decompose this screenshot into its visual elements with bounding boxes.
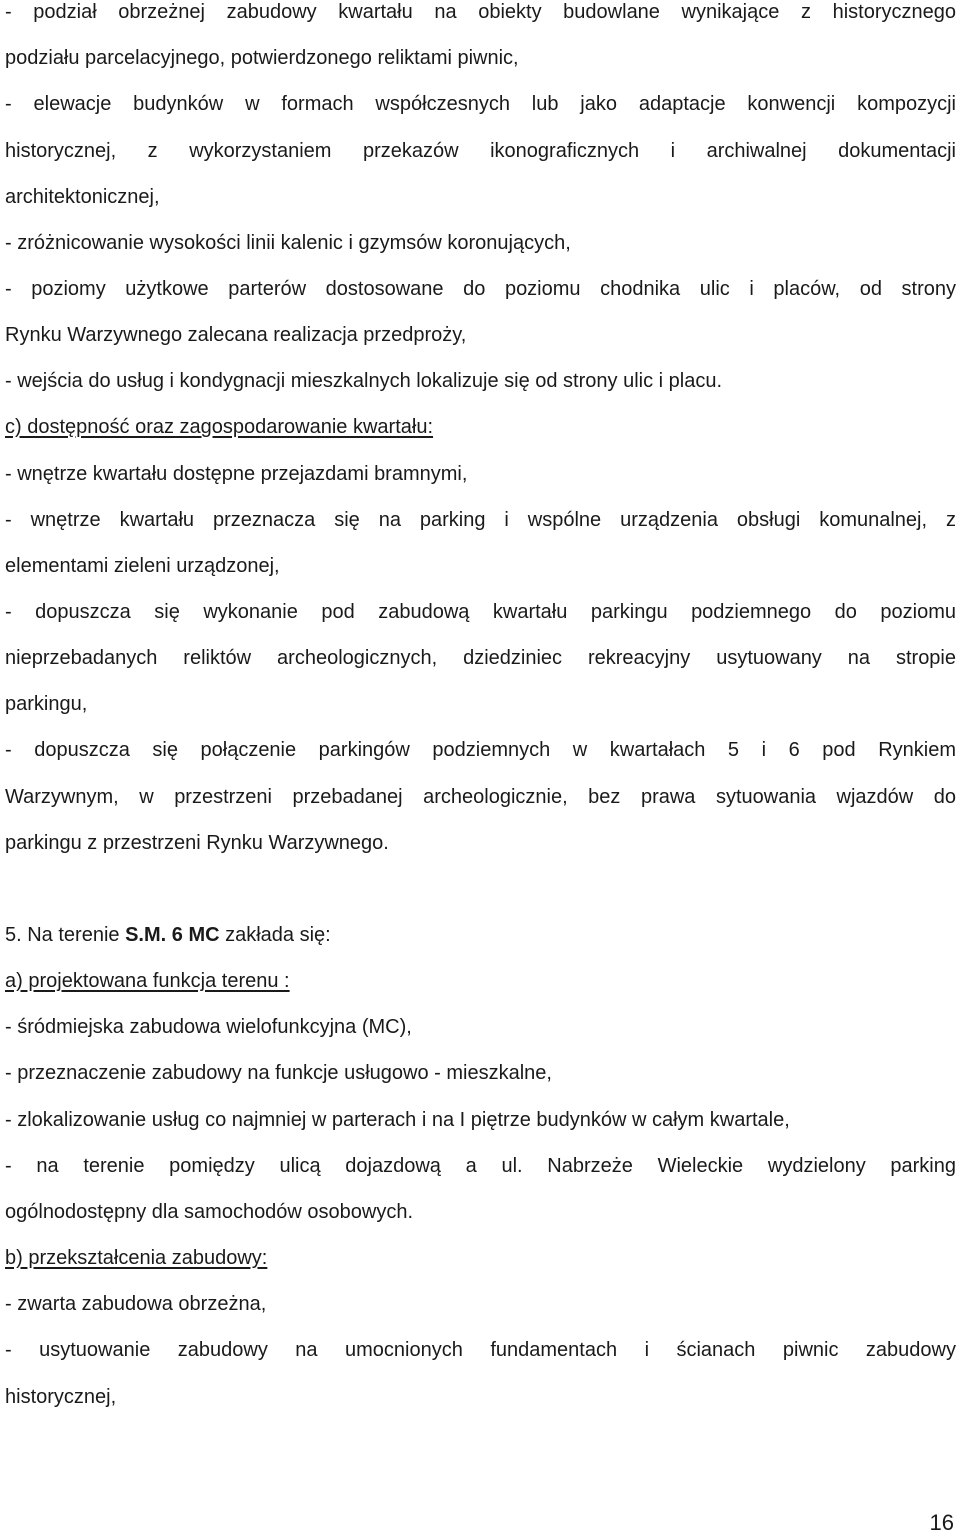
text-line: architektonicznej, xyxy=(5,186,160,208)
text-line: - zlokalizowanie usług co najmniej w parterach i na I piętrze budynków w całym kwartale, xyxy=(5,1109,790,1131)
text-line: - zróżnicowanie wysokości linii kalenic i gzymsów koronujących, xyxy=(5,232,571,254)
text-line: Rynku Warzywnego zalecana realizacja przedproży, xyxy=(5,324,467,346)
text-line: parkingu z przestrzeni Rynku Warzywnego. xyxy=(5,832,389,854)
text-line: - usytuowanie zabudowy na umocnionych fundamentach i ścianach piwnic zabudowy xyxy=(5,1339,956,1361)
text-line: ogólnodostępny dla samochodów osobowych. xyxy=(5,1201,414,1223)
text-line: - wnętrze kwartału przeznacza się na parking i wspólne urządzenia obsługi komunalnej, z xyxy=(5,509,956,531)
section-5-code: 6 MC xyxy=(171,924,220,946)
text-line: parkingu, xyxy=(5,693,88,715)
section-5-heading xyxy=(5,920,956,950)
text-line: - podział obrzeżnej zabudowy kwartału na obiekty budowlane wynikające z historycznego xyxy=(5,1,956,23)
text-line: historycznej, z wykorzystaniem przekazów ikonograficznych i archiwalnej dokumentacji xyxy=(5,140,956,162)
section-5-prefix: 5. Na terenie xyxy=(5,924,126,946)
text-line: elementami zieleni urządzonej, xyxy=(5,555,280,577)
text-line: - poziomy użytkowe parterów dostosowane do poziomu chodnika ulic i placów, od strony xyxy=(5,278,956,300)
text-line: - elewacje budynków w formach współczesnych lub jako adaptacje konwencji kompozycji xyxy=(5,93,956,115)
section-5-symbol: S.M. xyxy=(125,924,167,946)
page-number: 16 xyxy=(929,1510,954,1535)
text-line: - na terenie pomiędzy ulicą dojazdową a ul. Nabrzeże Wieleckie wydzielony parking xyxy=(5,1155,956,1177)
text-line: podziału parcelacyjnego, potwierdzonego reliktami piwnic, xyxy=(5,47,519,69)
text-line: historycznej, xyxy=(5,1386,117,1408)
text-line: - zwarta zabudowa obrzeżna, xyxy=(5,1293,267,1315)
text-line: Warzywnym, w przestrzeni przebadanej archeologicznie, bez prawa sytuowania wjazdów do xyxy=(5,786,956,808)
section-5-suffix: zakłada się: xyxy=(219,924,331,946)
text-line: - dopuszcza się wykonanie pod zabudową kwartału parkingu podziemnego do poziomu xyxy=(5,601,956,623)
text-line: - przeznaczenie zabudowy na funkcje usługowo - mieszkalne, xyxy=(5,1062,552,1084)
subsection-heading: b) przekształcenia zabudowy: xyxy=(5,1247,268,1269)
text-line: - wnętrze kwartału dostępne przejazdami bramnymi, xyxy=(5,463,468,485)
text-line: nieprzebadanych reliktów archeologicznych, dziedziniec rekreacyjny usytuowany na stropie xyxy=(5,647,956,669)
section-heading: c) dostępność oraz zagospodarowanie kwartału: xyxy=(5,416,434,438)
subsection-heading: a) projektowana funkcja terenu : xyxy=(5,970,290,992)
text-line: - wejścia do usług i kondygnacji mieszkalnych lokalizuje się od strony ulic i placu. xyxy=(5,370,723,392)
text-line: - śródmiejska zabudowa wielofunkcyjna (MC), xyxy=(5,1016,412,1038)
text-line: - dopuszcza się połączenie parkingów podziemnych w kwartałach 5 i 6 pod Rynkiem xyxy=(5,739,956,761)
